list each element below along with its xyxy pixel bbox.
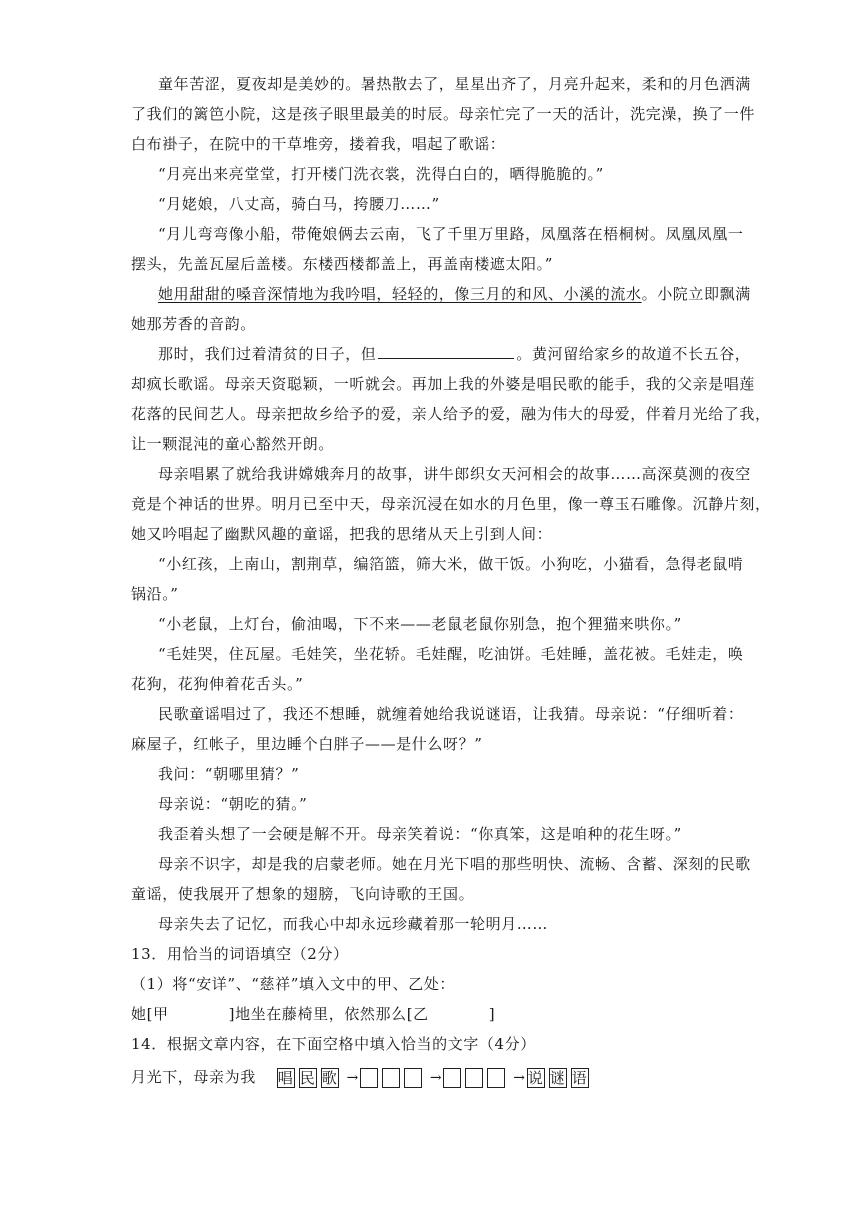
song-3-line-1: “月儿弯弯像小船，带俺娘俩去云南，飞了千里万里路，凤凰落在梧桐树。凤凰凤凰一: [158, 225, 744, 243]
box-min: 民: [299, 1069, 316, 1087]
paragraph-3-line-4: 让一颗混沌的童心豁然开朗。: [131, 435, 334, 453]
song-2: “月姥娘，八丈高，骑白马，挎腰刀……”: [158, 195, 440, 213]
paragraph-7-line-1: 母亲不识字，却是我的启蒙老师。她在月光下唱的那些明快、流畅、含蓄、深刻的民歌: [158, 855, 751, 873]
paragraph-1-line-1: 童年苦涩，夏夜却是美妙的。暑热散去了，星星出齐了，月亮升起来，柔和的月色洒满: [158, 75, 751, 93]
paragraph-3-pre: 那时，我们过着清贫的日子，但: [158, 345, 377, 363]
box-ge: 歌: [321, 1069, 338, 1087]
paragraph-4-line-1: 母亲唱累了就给我讲嫦娥奔月的故事，讲牛郎织女天河相会的故事……高深莫测的夜空: [158, 465, 751, 483]
box-yu: 语: [571, 1069, 588, 1087]
paragraph-8: 母亲失去了记忆，而我心中却永远珍藏着那一轮明月……: [158, 915, 549, 933]
paragraph-6: 我歪着头想了一会硬是解不开。母亲笑着说：“你真笨，这是咱种的花生呀。”: [158, 825, 682, 843]
question-13-fill-line: [131, 1004, 731, 1024]
question-line: 我问：“朝哪里猜？”: [158, 765, 300, 783]
underlined-sentence: 她用甜甜的嗓音深情地为我吟唱，轻轻的，像三月的和风、小溪的流水: [158, 285, 642, 303]
paragraph-2-line-1: [158, 284, 751, 304]
paragraph-2-line-2: 她那芳香的音韵。: [131, 315, 256, 333]
paragraph-4-line-3: 她又吟唱起了幽默风趣的童谣，把我的思绪从天上引到人间：: [131, 525, 553, 543]
paragraph-5-line-1: 民歌童谣唱过了，我还不想睡，就缠着她给我说谜语，让我猜。母亲说：“仔细听着：: [158, 705, 744, 723]
arrow-icon: →: [513, 1070, 526, 1086]
answer-box[interactable]: [360, 1068, 378, 1088]
fill-in-blank[interactable]: [378, 344, 514, 359]
song-3-line-2: 摆头，先盖瓦屋后盖楼。东楼西楼都盖上，再盖南楼遮太阳。”: [131, 255, 553, 273]
rhyme-1-line-1: “小红孩，上南山，割荆草，编箔篮，筛大米，做干饭。小狗吃，小猫看，急得老鼠啃: [158, 555, 744, 573]
q13-part-c: ]: [488, 1005, 496, 1023]
paragraph-1-line-2: 了我们的篱笆小院，这是孩子眼里最美的时辰。母亲忙完了一天的活计，洗完澡，换了一件: [131, 105, 756, 123]
answer-box[interactable]: [465, 1068, 483, 1088]
rhyme-2: “小老鼠，上灯台，偷油喝，下不来——老鼠老鼠你别急，抱个狸猫来哄你。”: [158, 615, 682, 633]
question-13-title: 13．用恰当的词语填空（2分）: [131, 945, 349, 963]
answer-box[interactable]: [443, 1068, 461, 1088]
paragraph-2-rest: 。小院立即飘满: [641, 285, 751, 303]
answer-line: 母亲说：“朝吃的猜。”: [158, 795, 308, 813]
paragraph-5-line-2: 麻屋子，红帐子，里边睡个白胖子——是什么呀？”: [131, 735, 483, 753]
rhyme-3-line-2: 花狗，花狗伸着花舌头。”: [131, 675, 304, 693]
arrow-icon: →: [429, 1070, 443, 1086]
paragraph-3-line-3: 花落的民间艺人。母亲把故乡给予的爱，亲人给予的爱，融为伟大的母爱，伴着月光给了我，: [131, 405, 771, 423]
paragraph-3-post: 。黄河留给家乡的故道不长五谷，: [516, 345, 751, 363]
question-14-title: 14．根据文章内容，在下面空格中填入恰当的文字（4分）: [131, 1035, 536, 1053]
q13-part-a: 她[甲: [131, 1005, 169, 1023]
answer-box[interactable]: [382, 1068, 400, 1088]
rhyme-1-line-2: 锅沿。”: [131, 585, 179, 603]
arrow-icon: →: [346, 1070, 359, 1086]
box-chang: 唱: [277, 1069, 294, 1087]
question-13-instruction: （1）将“安详”、“慈祥”填入文中的甲、乙处：: [131, 975, 456, 993]
answer-box[interactable]: [404, 1068, 422, 1088]
answer-box[interactable]: [487, 1068, 505, 1088]
box-mi: 谜: [549, 1069, 566, 1087]
paragraph-3-line-1: [158, 344, 751, 364]
q13-part-b: ]地坐在藤椅里，依然那么[乙: [228, 1005, 429, 1023]
paragraph-3-line-2: 却疯长歌谣。母亲天资聪颖，一听就会。再加上我的外婆是唱民歌的能手，我的父亲是唱莲: [131, 375, 756, 393]
rhyme-3-line-1: “毛娃哭，住瓦屋。毛娃笑，坐花轿。毛娃醒，吃油饼。毛娃睡，盖花被。毛娃走，唤: [158, 645, 744, 663]
q14-prefix: 月光下，母亲为我: [131, 1068, 256, 1086]
question-14-flow: [131, 1064, 731, 1090]
paragraph-4-line-2: 竟是个神话的世界。明月已至中天，母亲沉浸在如水的月色里，像一尊玉石雕像。沉静片刻，: [131, 495, 771, 513]
song-1: “月亮出来亮堂堂，打开楼门洗衣裳，洗得白白的，晒得脆脆的。”: [158, 165, 604, 183]
box-shuo: 说: [527, 1069, 544, 1087]
paragraph-7-line-2: 童谣，使我展开了想象的翅膀，飞向诗歌的王国。: [131, 885, 475, 903]
paragraph-1-line-3: 白布褂子，在院中的干草堆旁，搂着我，唱起了歌谣：: [131, 135, 506, 153]
